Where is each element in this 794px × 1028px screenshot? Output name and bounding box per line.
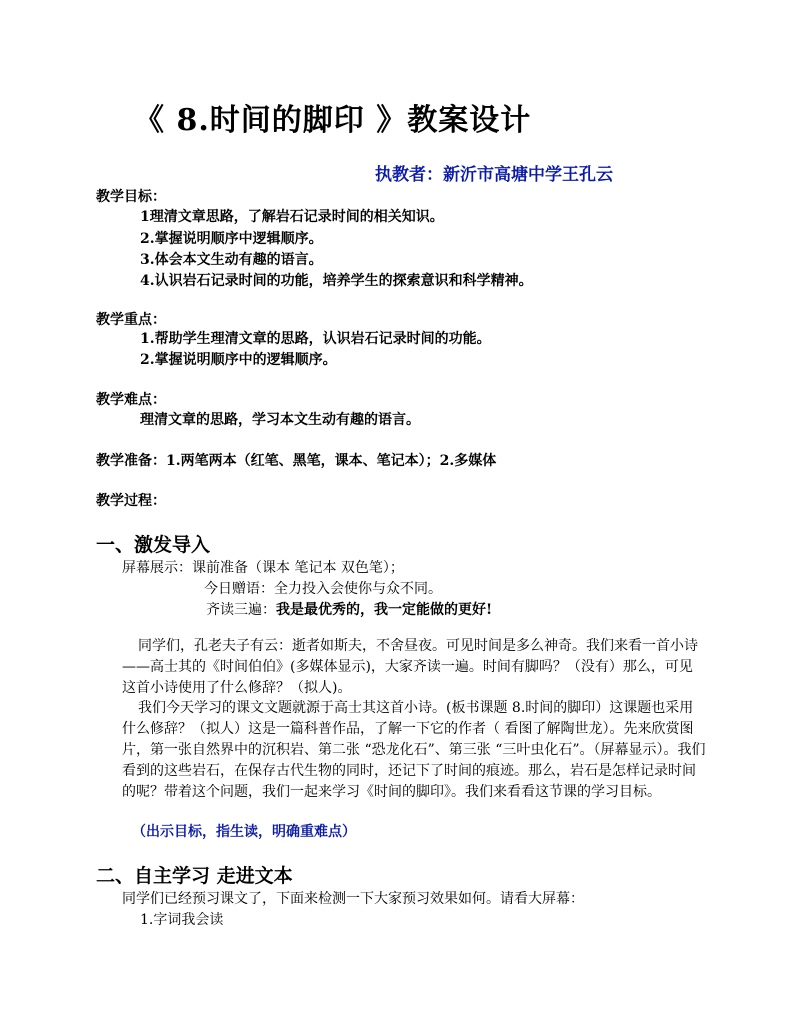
- document-title: 《 8.时间的脚印 》教案设计: [134, 103, 532, 138]
- section-heading-2: 二、自主学习 走进文本: [96, 865, 293, 887]
- preparation-line: 教学准备：1.两笔两本（红笔、黑笔，课本、笔记本）；2.多媒体: [96, 453, 497, 469]
- key-points-label: 教学重点：: [96, 312, 166, 328]
- recite-prefix: 齐读三遍：: [206, 602, 276, 618]
- goals-label: 教学目标：: [96, 189, 166, 205]
- intro-paragraph-2: 我们今天学习的课文文题就源于高士其这首小诗。(板书课题 8.时间的脚印）这课题也采用什么修辞？（拟人）这是一篇科普作品，了解一下它的作者（ 看图了解陶世龙）。先来欣赏图片，第一张自然界中的沉积岩、第二张 “恐龙化石”、第三张 “三叶虫化石”。（屏幕显示）。我们看到的这些岩石，在保存古代生物的同时，还记下了时间的痕迹。那么，岩石是怎样记录时间的呢？带着这个问题，我们一起来学习《时间的脚印》。我们来看看这节课的学习目标。: [122, 700, 706, 800]
- motto-line: 今日赠语：全力投入会使你与众不同。: [204, 581, 442, 597]
- process-label: 教学过程：: [96, 493, 166, 509]
- author-line: 执教者：新沂市高塘中学王孔云: [375, 165, 613, 185]
- key-point-item: 1.帮助学生理清文章的思路，认识岩石记录时间的功能。: [140, 331, 491, 347]
- screen-display-line: 屏幕展示：课前准备（课本 笔记本 双色笔）；: [122, 560, 404, 576]
- section-heading-1: 一、激发导入: [96, 534, 211, 556]
- recite-line: [206, 599, 492, 619]
- difficulty-text: 理清文章的思路，学习本文生动有趣的语言。: [140, 412, 420, 428]
- teacher-note: （出示目标，指生读，明确重难点）: [132, 824, 356, 840]
- section2-item-1: 1.字词我会读: [140, 912, 224, 928]
- recite-slogan: 我是最优秀的，我一定能做的更好!: [276, 602, 493, 618]
- section2-intro: 同学们已经预习课文了，下面来检测一下大家预习效果如何。请看大屏幕：: [122, 891, 584, 907]
- difficulties-label: 教学难点：: [96, 392, 166, 408]
- key-point-item: 2.掌握说明顺序中的逻辑顺序。: [140, 352, 337, 368]
- goal-item: 4.认识岩石记录时间的功能，培养学生的探索意识和科学精神。: [140, 273, 533, 289]
- intro-paragraph-1: 同学们，孔老夫子有云：逝者如斯夫，不舍昼夜。可见时间是多么神奇。我们来看一首小诗——高士其的《时间伯伯》(多媒体显示)，大家齐读一遍。时间有脚吗？（没有）那么，可见这首小诗使用了什么修辞？（拟人)。: [122, 638, 698, 696]
- goal-item: 3.体会本文生动有趣的语言。: [140, 252, 323, 268]
- goal-item: 2.掌握说明顺序中逻辑顺序。: [140, 231, 323, 247]
- goal-item: 1理清文章思路，了解岩石记录时间的相关知识。: [140, 209, 444, 225]
